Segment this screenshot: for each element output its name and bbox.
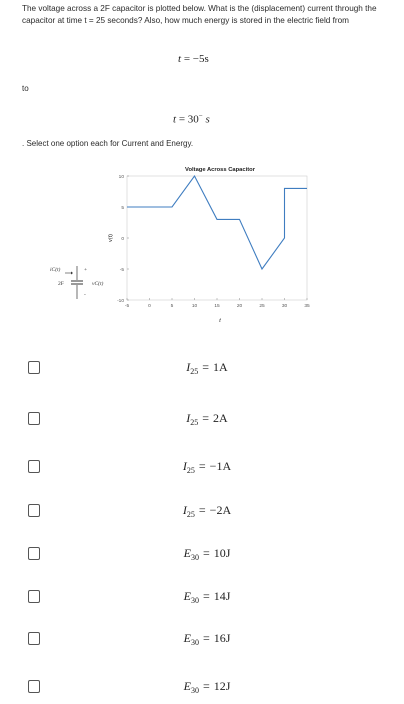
to-eq: = [178,113,186,126]
y-tick-label: -5 [119,267,124,273]
y-tick-label: 10 [118,174,124,180]
x-tick-label: 20 [236,304,243,309]
chart-title: Voltage Across Capacitor [185,167,255,173]
to-expression [173,112,210,126]
option-var: E [183,589,191,603]
from-var: t [178,53,182,65]
chart-xlabel: t [219,318,221,324]
option-equals: = [202,631,210,645]
option-row[interactable] [0,586,404,610]
option-label [0,679,404,695]
option-equals: = [202,589,210,603]
option-var: E [183,546,191,560]
y-tick-label: -10 [117,298,124,304]
option-subscript: 30 [190,553,199,562]
circuit-cap-label: 2F [58,281,64,287]
x-tick-label: -5 [124,304,130,309]
x-tick-label: 0 [148,304,151,309]
option-label [0,631,404,647]
y-tick-label: 0 [121,236,124,242]
option-value: 14J [213,589,231,603]
chart-ylabel: v(t) [108,234,114,242]
option-var: I [186,411,191,425]
circuit-current-label: iC(t) [50,267,61,273]
x-tick-label: 35 [304,304,310,309]
option-subscript: 30 [190,686,199,695]
option-value: 10J [213,546,231,560]
circuit-voltage-label: vC(t) [92,281,104,287]
option-row[interactable] [0,408,404,432]
to-sup: − [198,112,203,120]
voltage-series-line [127,176,307,269]
option-equals: = [202,411,210,425]
option-row[interactable] [0,456,404,480]
option-equals: = [202,360,210,374]
option-label [0,411,404,427]
option-value: 2A [213,411,228,425]
option-row[interactable] [0,628,404,652]
option-label [0,360,404,376]
option-label [0,546,404,562]
option-var: E [183,631,191,645]
option-var: I [182,503,187,517]
circuit-diagram [50,266,103,299]
option-equals: = [198,503,206,517]
y-tick-label: 5 [121,205,124,211]
current-arrowhead [71,272,73,275]
to-label: to [22,84,29,93]
option-row[interactable] [0,543,404,567]
to-unit: s [205,113,210,126]
x-tick-label: 15 [214,304,220,309]
option-equals: = [202,546,210,560]
option-row[interactable] [0,500,404,524]
option-var: I [182,459,187,473]
plot-frame [127,176,307,300]
option-row[interactable] [0,676,404,700]
from-eq: = [183,53,191,65]
option-var: E [183,679,191,693]
option-subscript: 25 [186,510,195,519]
from-value: −5s [192,53,209,65]
option-value: 1A [213,360,228,374]
option-value: −2A [209,503,232,517]
option-subscript: 25 [186,466,195,475]
to-var: t [173,113,177,126]
option-value: 12J [213,679,231,693]
circuit-plus: + [84,267,88,273]
option-value: −1A [209,459,232,473]
option-equals: = [198,459,206,473]
x-tick-label: 30 [281,304,288,309]
voltage-chart [108,167,310,324]
option-equals: = [202,679,210,693]
x-tick-label: 10 [191,304,198,309]
option-subscript: 30 [190,596,199,605]
instruction-text: . Select one option each for Current and Energy. [22,139,194,148]
circuit-minus: - [84,292,86,298]
option-subscript: 30 [190,638,199,647]
option-subscript: 25 [190,367,199,376]
option-label [0,589,404,605]
question-text: The voltage across a 2F capacitor is plotted below. What is the (displacement) current through the capacitor at time t = 25 seconds? Also, how much energy is stored in the electric field from [22,4,377,25]
option-label [0,459,404,475]
option-row[interactable] [0,357,404,381]
option-var: I [186,360,191,374]
option-subscript: 25 [190,418,199,427]
x-tick-label: 25 [259,304,265,309]
x-tick-label: 5 [170,304,174,309]
option-label [0,503,404,519]
from-expression [178,53,209,65]
to-value: 30 [187,113,199,126]
option-value: 16J [213,631,231,645]
